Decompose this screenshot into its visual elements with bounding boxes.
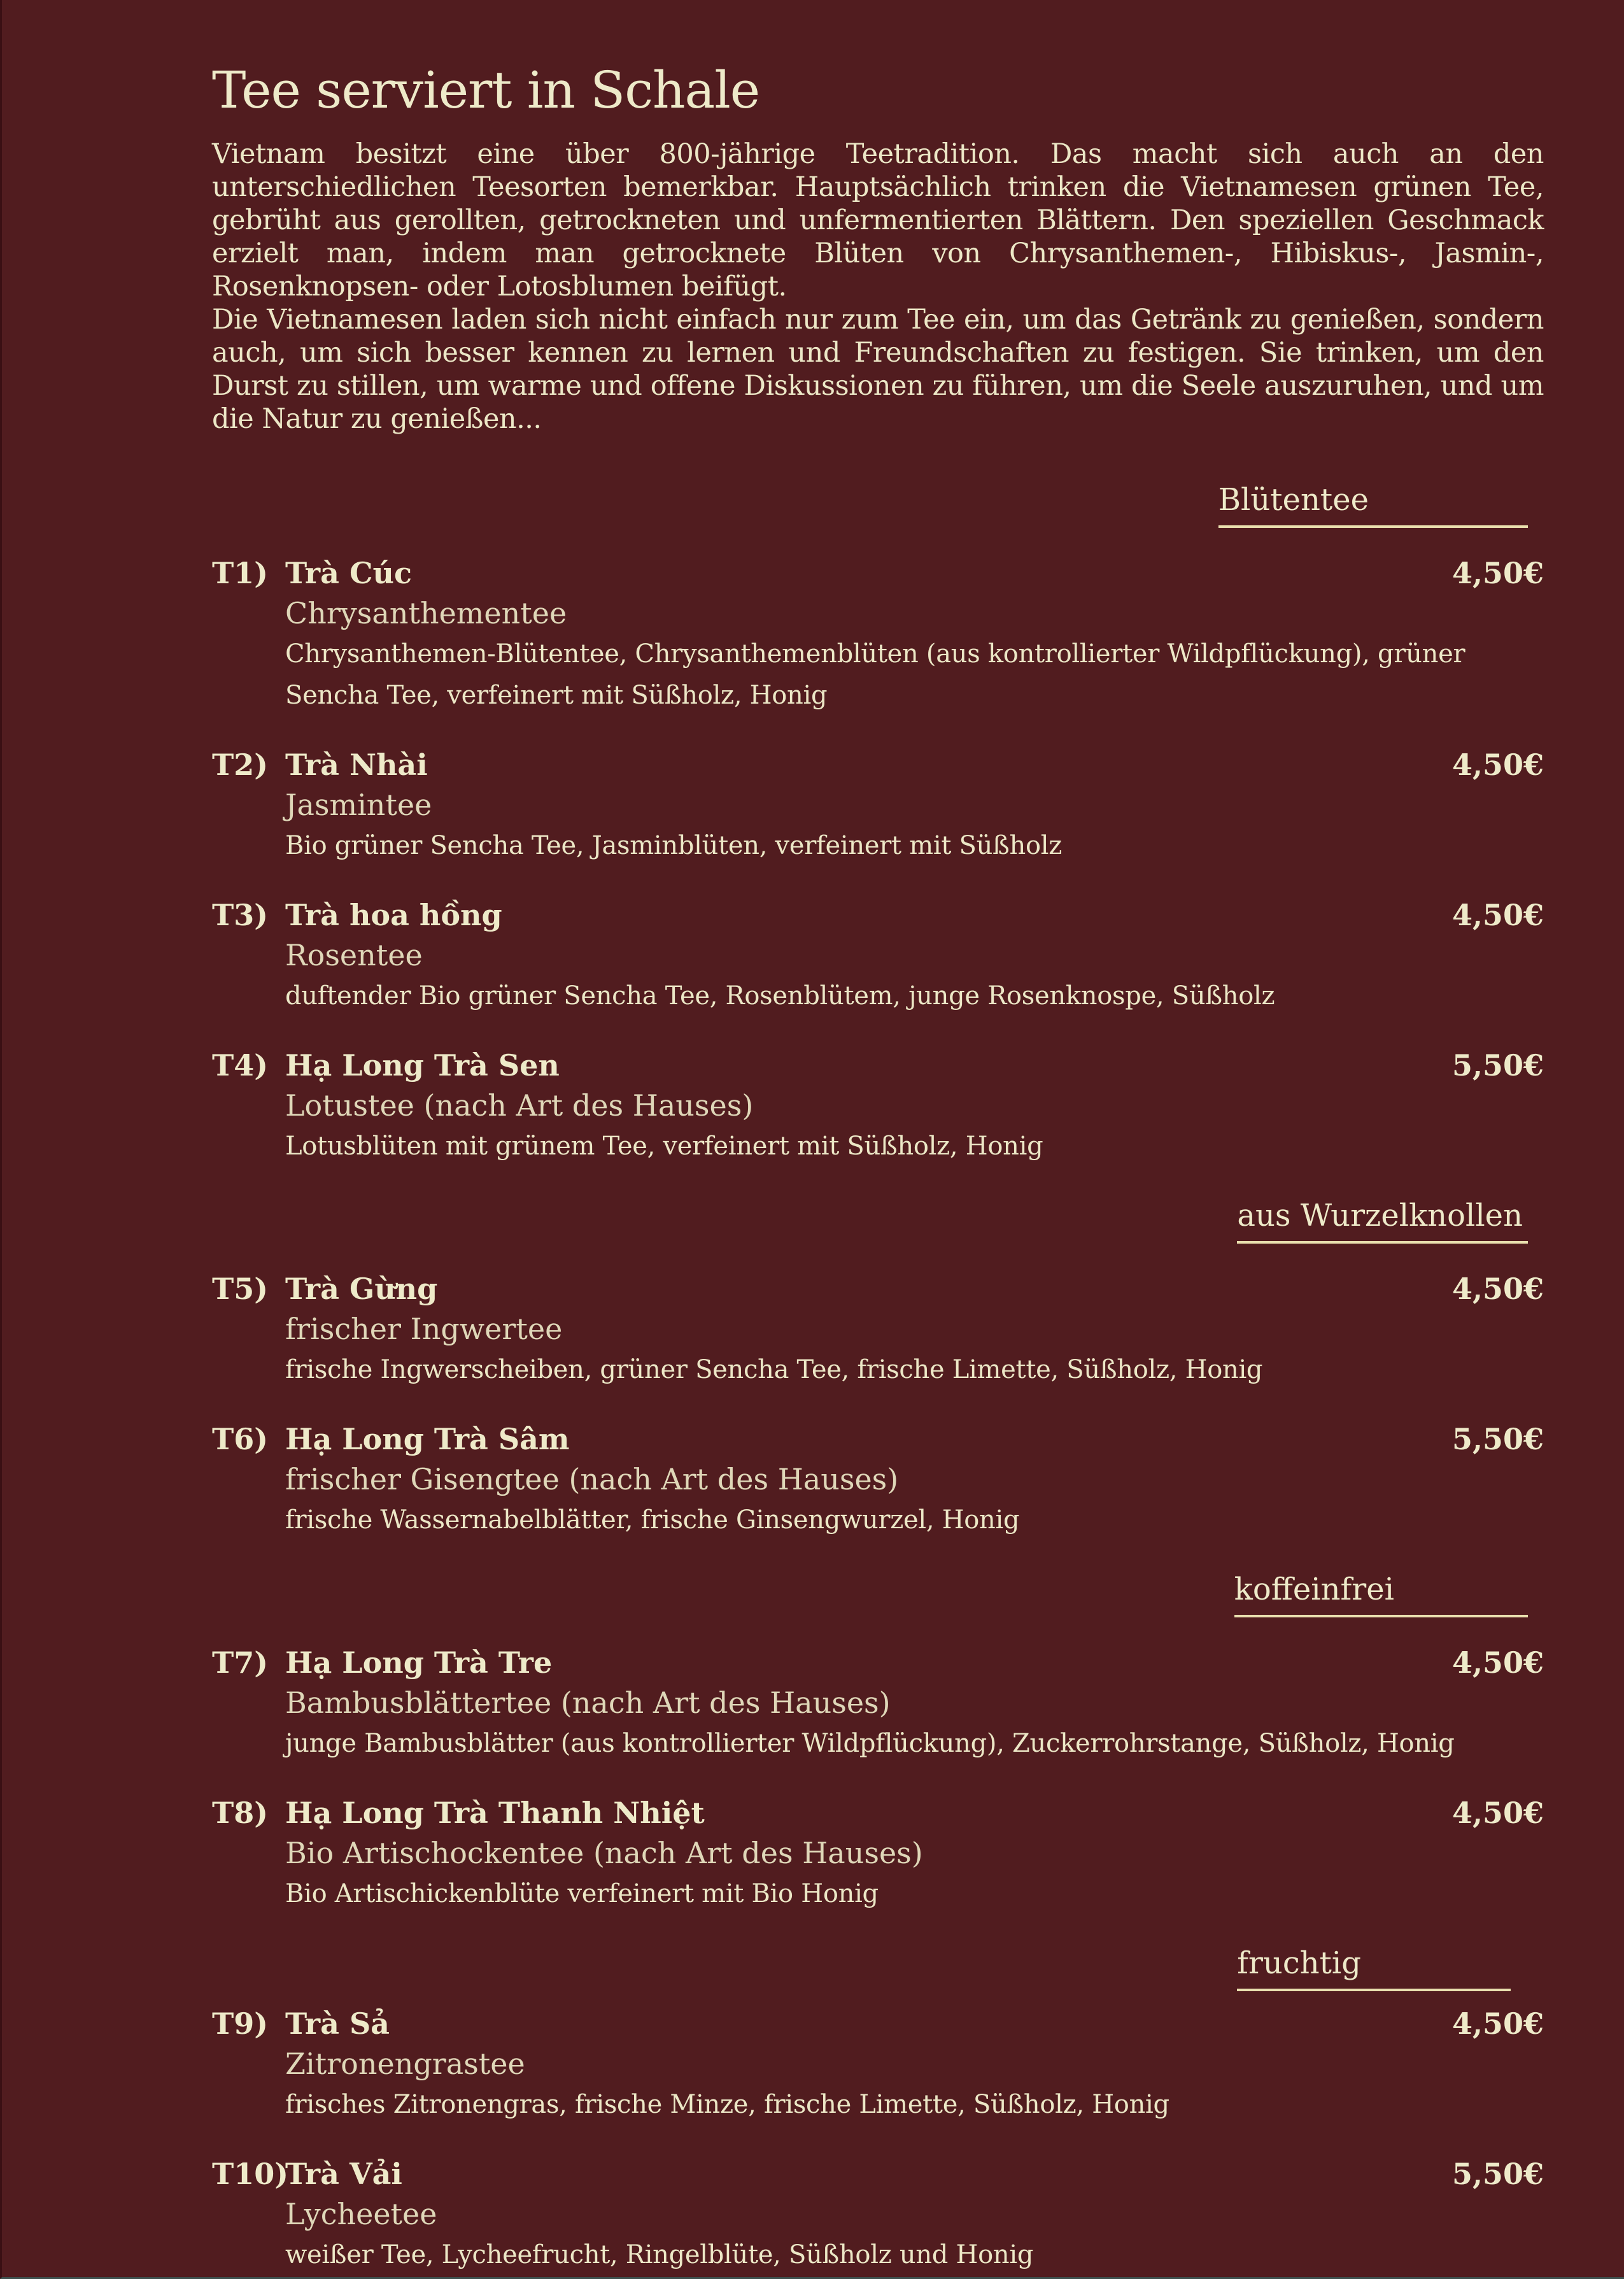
menu-item-t7 — [212, 1643, 1544, 1764]
item-name: Hạ Long Trà Thanh Nhiệt — [285, 1796, 705, 1830]
item-code: T5) — [212, 1272, 269, 1306]
item-title-row — [212, 745, 1544, 785]
item-subtitle: Lotustee (nach Art des Hauses) — [285, 1088, 754, 1123]
menu-item-t4 — [212, 1046, 1544, 1167]
section-header-fruchtig — [212, 1943, 1511, 1991]
menu-item-t10 — [212, 2154, 1544, 2276]
item-description: frische Ingwerscheiben, grüner Sencha Tee, frische Limette, Süßholz, Honig — [285, 1355, 1263, 1384]
item-subtitle: Bambusblättertee (nach Art des Hauses) — [285, 1686, 891, 1720]
item-title-row — [212, 1643, 1544, 1683]
menu-item-t5 — [212, 1269, 1544, 1391]
section-header-aus-wurzelknollen — [212, 1196, 1528, 1244]
item-code: T6) — [212, 1422, 269, 1456]
item-subtitle: Bio Artischockentee (nach Art des Hauses) — [285, 1836, 923, 1870]
menu-item-t3 — [212, 895, 1544, 1017]
item-subtitle: Zitronengrastee — [285, 2047, 525, 2081]
item-description: junge Bambusblätter (aus kontrollierter Wildpflückung), Zuckerrohrstange, Süßholz, Honig — [285, 1729, 1455, 1758]
item-code: T8) — [212, 1796, 269, 1830]
item-code: T4) — [212, 1048, 269, 1083]
item-name: Trà hoa hồng — [285, 898, 502, 932]
item-subtitle: Jasmintee — [285, 788, 432, 822]
item-price: 4,50€ — [1451, 1645, 1544, 1680]
item-name: Hạ Long Trà Sen — [285, 1048, 560, 1083]
menu-item-t1 — [212, 553, 1544, 716]
section-header-label: fruchtig — [1237, 1943, 1511, 1991]
section-header-bluetentee — [212, 480, 1528, 528]
item-description: weißer Tee, Lycheefrucht, Ringelblüte, Süßholz und Honig — [285, 2240, 1034, 2269]
item-price: 5,50€ — [1451, 1422, 1544, 1456]
item-description: Bio grüner Sencha Tee, Jasminblüten, verfeinert mit Süßholz — [285, 831, 1063, 860]
item-name: Hạ Long Trà Sâm — [285, 1422, 570, 1456]
item-price: 5,50€ — [1451, 1048, 1544, 1083]
item-title-row — [212, 895, 1544, 935]
item-title-row — [212, 1419, 1544, 1459]
item-title-row — [212, 1046, 1544, 1086]
intro-paragraph-1: Vietnam besitzt eine über 800-jährige Teetradition. Das macht sich auch an den unterschiedlichen Teesorten bemerkbar. Hauptsächlich trinken die Vietnamesen grünen Tee, gebrüht aus gerollten, getrockneten und unfermentierten Blättern. Den speziellen Geschmack erzielt man, indem man getrocknete Blüten von Chrysanthemen-, Hibiskus-, Jasmin-, Rosenknopsen- oder Lotosblumen beifügt. — [212, 138, 1544, 302]
item-code: T7) — [212, 1645, 269, 1680]
item-price: 4,50€ — [1451, 1272, 1544, 1306]
item-title-row — [212, 2004, 1544, 2044]
menu-item-t2 — [212, 745, 1544, 867]
item-name: Trà Cúc — [285, 556, 413, 590]
item-title-row — [212, 1269, 1544, 1309]
section-header-koffeinfrei — [212, 1570, 1528, 1617]
item-code: T10) — [212, 2157, 289, 2191]
item-subtitle: Rosentee — [285, 938, 423, 972]
item-code: T9) — [212, 2006, 269, 2041]
item-name: Trà Vải — [285, 2157, 402, 2191]
item-subtitle: Lycheetee — [285, 2197, 437, 2231]
menu-page — [2, 0, 1624, 2276]
item-name: Hạ Long Trà Tre — [285, 1645, 553, 1680]
item-price: 4,50€ — [1451, 556, 1544, 590]
menu-item-t8 — [212, 1793, 1544, 1915]
item-code: T3) — [212, 898, 269, 932]
item-subtitle: frischer Ingwertee — [285, 1312, 563, 1346]
item-price: 4,50€ — [1451, 898, 1544, 932]
item-price: 4,50€ — [1451, 1796, 1544, 1830]
page-title: Tee serviert in Schale — [212, 60, 760, 120]
item-description: Bio Artischickenblüte verfeinert mit Bio Honig — [285, 1879, 879, 1908]
item-name: Trà Nhài — [285, 748, 428, 782]
item-subtitle: Chrysanthementee — [285, 596, 567, 630]
item-title-row — [212, 1793, 1544, 1833]
menu-item-t9 — [212, 2004, 1544, 2126]
item-description: frische Wassernabelblätter, frische Ginsengwurzel, Honig — [285, 1505, 1020, 1535]
item-code: T1) — [212, 556, 269, 590]
item-subtitle: frischer Gisengtee (nach Art des Hauses) — [285, 1462, 899, 1496]
intro-paragraph-2: Die Vietnamesen laden sich nicht einfach nur zum Tee ein, um das Getränk zu genießen, sondern auch, um sich besser kennen zu lernen und Freundschaften zu festigen. Sie trinken, um den Durst zu stillen, um warme und offene Diskussionen zu führen, um die Seele auszuruhen, und um die Natur zu genießen... — [212, 304, 1544, 435]
section-header-label: Blütentee — [1218, 480, 1528, 528]
item-description: frisches Zitronengras, frische Minze, frische Limette, Süßholz, Honig — [285, 2090, 1169, 2119]
item-title-row — [212, 2154, 1544, 2194]
section-header-label: aus Wurzelknollen — [1237, 1196, 1528, 1244]
section-header-label: koffeinfrei — [1234, 1570, 1528, 1617]
menu-item-t6 — [212, 1419, 1544, 1541]
item-name: Trà Gừng — [285, 1272, 438, 1306]
item-description: Chrysanthemen-Blütentee, Chrysanthemenblüten (aus kontrollierter Wildpflückung), grüner Sencha Tee, verfeinert mit Süßholz, Honig — [285, 639, 1465, 710]
item-description: duftender Bio grüner Sencha Tee, Rosenblütem, junge Rosenknospe, Süßholz — [285, 981, 1275, 1011]
item-price: 4,50€ — [1451, 748, 1544, 782]
item-price: 5,50€ — [1451, 2157, 1544, 2191]
item-price: 4,50€ — [1451, 2006, 1544, 2041]
item-title-row — [212, 553, 1544, 593]
item-name: Trà Sả — [285, 2006, 390, 2041]
item-description: Lotusblüten mit grünem Tee, verfeinert mit Süßholz, Honig — [285, 1132, 1043, 1161]
item-code: T2) — [212, 748, 269, 782]
